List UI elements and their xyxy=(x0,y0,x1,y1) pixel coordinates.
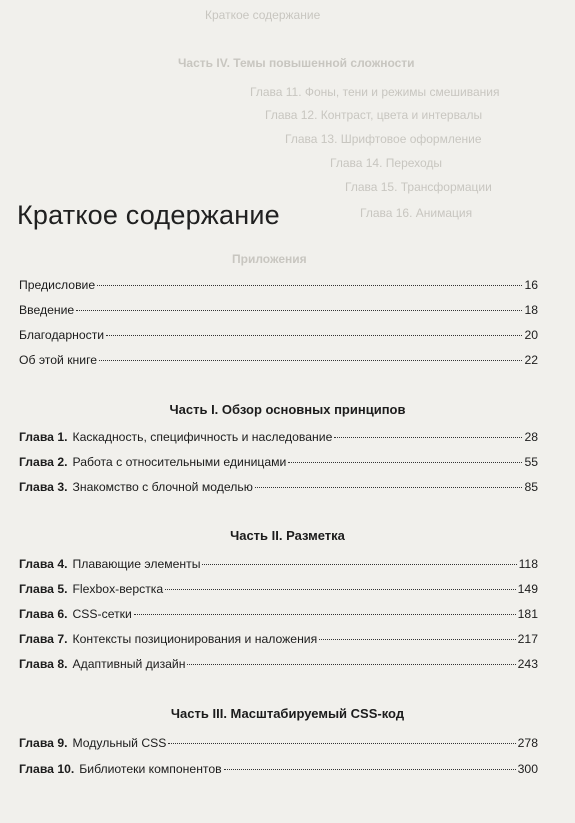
bleed-text: Глава 12. Контраст, цвета и интервалы xyxy=(265,108,483,122)
page-number: 22 xyxy=(524,353,538,367)
dot-leader xyxy=(334,437,522,438)
dot-leader xyxy=(224,769,516,770)
entry-name: Контексты позиционирования и наложения xyxy=(72,632,318,646)
bleed-text: Глава 15. Трансформации xyxy=(345,180,492,194)
entry-name: Каскадность, специфичность и наследование xyxy=(72,430,333,444)
toc-entry-introduction[interactable] xyxy=(19,303,538,319)
toc-entry-acknowledgements[interactable] xyxy=(19,328,538,344)
dot-leader xyxy=(202,564,516,565)
entry-name: Плавающие элементы xyxy=(72,557,201,571)
toc-entry-chapter-1[interactable] xyxy=(19,430,538,446)
bleed-text: Приложения xyxy=(232,252,307,266)
page-number: 28 xyxy=(524,430,538,444)
dot-leader xyxy=(319,639,515,640)
chapter-label: Глава 10. xyxy=(19,762,75,776)
entry-name: Об этой книге xyxy=(19,353,98,367)
page-number: 118 xyxy=(518,557,538,571)
entry-name: Знакомство с блочной моделью xyxy=(72,480,253,494)
entry-name: Предисловие xyxy=(19,278,96,292)
toc-entry-chapter-6[interactable] xyxy=(19,607,538,623)
toc-entry-chapter-10[interactable] xyxy=(19,762,538,778)
dot-leader xyxy=(168,743,515,744)
chapter-label: Глава 3. xyxy=(19,480,68,494)
bleed-text: Краткое содержание xyxy=(205,8,321,22)
toc-entry-chapter-3[interactable] xyxy=(19,480,538,496)
toc-entry-chapter-5[interactable] xyxy=(19,582,538,598)
page-number: 55 xyxy=(524,455,538,469)
page-number: 16 xyxy=(524,278,538,292)
dot-leader xyxy=(187,664,515,665)
toc-entry-chapter-7[interactable] xyxy=(19,632,538,648)
bleed-text: Глава 14. Переходы xyxy=(330,156,443,170)
page-number: 149 xyxy=(517,582,538,596)
entry-name: Библиотеки компонентов xyxy=(79,762,222,776)
page-number: 300 xyxy=(517,762,538,776)
entry-name: Благодарности xyxy=(19,328,105,342)
part-heading: Часть II. Разметка xyxy=(230,528,345,543)
page-number: 181 xyxy=(517,607,538,621)
entry-name: Работа с относительными единицами xyxy=(72,455,287,469)
dot-leader xyxy=(288,462,522,463)
dot-leader xyxy=(76,310,522,311)
entry-name: Модульный CSS xyxy=(72,736,167,750)
dot-leader xyxy=(134,614,516,615)
dot-leader xyxy=(99,360,522,361)
dot-leader xyxy=(97,285,522,286)
toc-entry-preface[interactable] xyxy=(19,278,538,294)
entry-name: Введение xyxy=(19,303,75,317)
part-heading: Часть I. Обзор основных принципов xyxy=(169,402,406,417)
entry-name: Адаптивный дизайн xyxy=(72,657,186,671)
page-number: 85 xyxy=(524,480,538,494)
entry-name: Flexbox-верстка xyxy=(72,582,164,596)
toc-entry-chapter-2[interactable] xyxy=(19,455,538,471)
dot-leader xyxy=(255,487,523,488)
toc-entry-chapter-9[interactable] xyxy=(19,736,538,752)
page-number: 278 xyxy=(517,736,538,750)
chapter-label: Глава 6. xyxy=(19,607,68,621)
toc-entry-about-book[interactable] xyxy=(19,353,538,369)
page-number: 217 xyxy=(517,632,538,646)
page-number: 20 xyxy=(524,328,538,342)
chapter-label: Глава 9. xyxy=(19,736,68,750)
chapter-label: Глава 4. xyxy=(19,557,68,571)
entry-name: CSS-сетки xyxy=(72,607,132,621)
toc-entry-chapter-4[interactable] xyxy=(19,557,538,573)
bleed-text: Глава 13. Шрифтовое оформление xyxy=(285,132,482,146)
dot-leader xyxy=(106,335,522,336)
part-heading: Часть III. Масштабируемый CSS-код xyxy=(170,706,405,721)
toc-entry-chapter-8[interactable] xyxy=(19,657,538,673)
bleed-text: Глава 11. Фоны, тени и режимы смешивания xyxy=(250,85,500,99)
bleed-text: Глава 16. Анимация xyxy=(360,206,473,220)
chapter-label: Глава 1. xyxy=(19,430,68,444)
page-number: 18 xyxy=(524,303,538,317)
chapter-label: Глава 8. xyxy=(19,657,68,671)
chapter-label: Глава 5. xyxy=(19,582,68,596)
page-number: 243 xyxy=(517,657,538,671)
chapter-label: Глава 2. xyxy=(19,455,68,469)
chapter-label: Глава 7. xyxy=(19,632,68,646)
dot-leader xyxy=(165,589,515,590)
page-title: Краткое содержание xyxy=(17,200,280,230)
bleed-text: Часть IV. Темы повышенной сложности xyxy=(178,56,415,70)
